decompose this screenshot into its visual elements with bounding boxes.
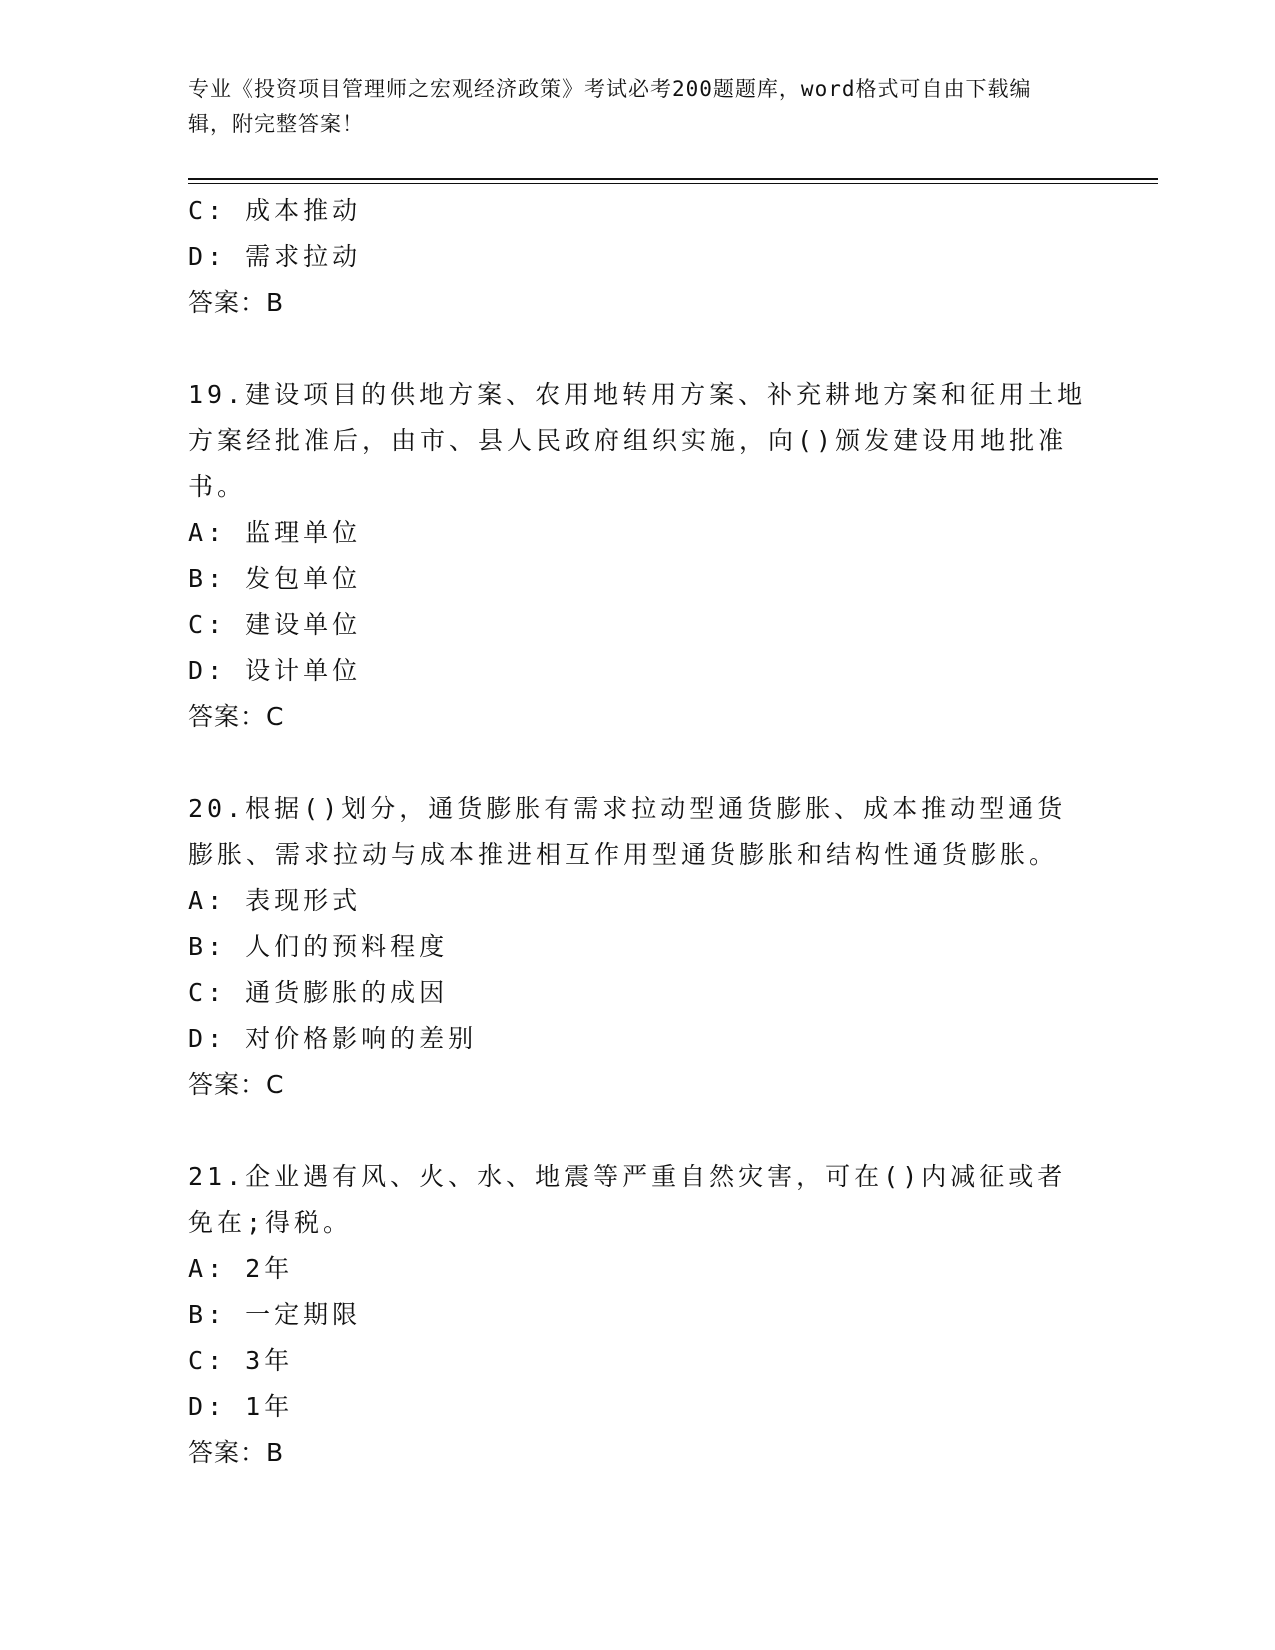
option-d: D: 需求拉动 [188,242,362,271]
question-text: 20.根据()划分，通货膨胀有需求拉动型通货膨胀、成本推动型通货膨胀、需求拉动与成本推进相互作用型通货膨胀和结构性通货膨胀。 [188,794,1067,869]
option-d: D: 对价格影响的差别 [188,1024,478,1053]
question-19 [188,372,1088,740]
answer-line: 答案：C [188,1070,285,1099]
option-a: A: 表现形式 [188,886,362,915]
option-c: C: 通货膨胀的成因 [188,978,449,1007]
document-header: 专业《投资项目管理师之宏观经济政策》考试必考200题题库，word格式可自由下载编辑，附完整答案！ [188,77,1032,136]
question-20 [188,786,1088,1108]
answer-line: 答案：B [188,1438,285,1467]
option-a: A: 2年 [188,1254,294,1283]
option-c: C: 成本推动 [188,196,362,225]
answer-line: 答案：C [188,702,285,731]
header-rule-thick [188,178,1158,180]
option-c: C: 建设单位 [188,610,362,639]
option-d: D: 设计单位 [188,656,362,685]
option-d: D: 1年 [188,1392,294,1421]
option-c: C: 3年 [188,1346,294,1375]
question-text: 21.企业遇有风、火、水、地震等严重自然灾害，可在()内减征或者免在;得税。 [188,1162,1067,1237]
option-b: B: 发包单位 [188,564,362,593]
question-text: 19.建设项目的供地方案、农用地转用方案、补充耕地方案和征用土地方案经批准后，由市、县人民政府组织实施，向()颁发建设用地批准书。 [188,380,1087,501]
option-a: A: 监理单位 [188,518,362,547]
question-list [188,188,1088,1476]
partial-question [188,188,1088,326]
answer-line: 答案：B [188,288,285,317]
header-rule-thin [188,183,1158,184]
option-b: B: 一定期限 [188,1300,362,1329]
option-b: B: 人们的预料程度 [188,932,449,961]
question-21 [188,1154,1088,1476]
